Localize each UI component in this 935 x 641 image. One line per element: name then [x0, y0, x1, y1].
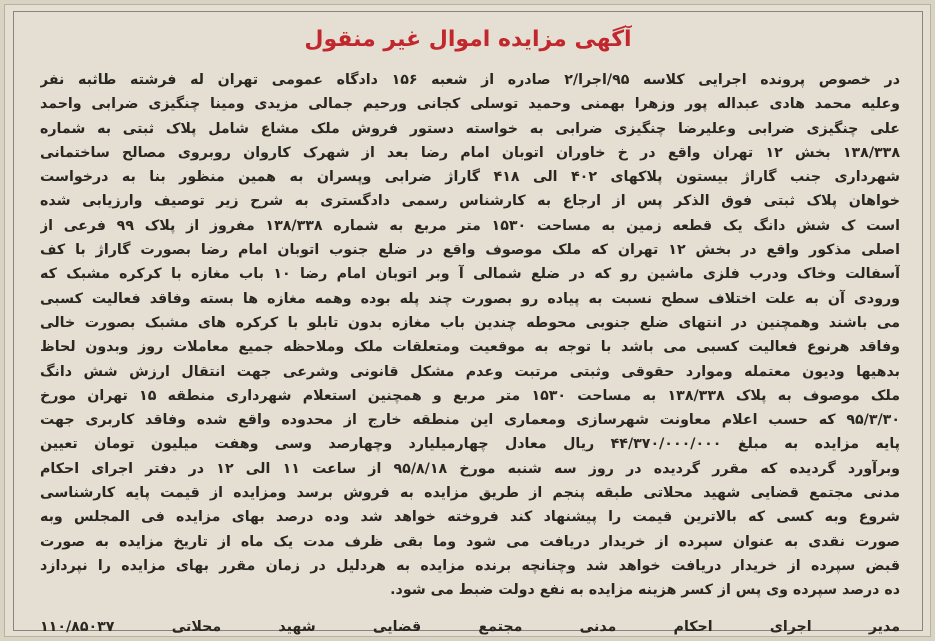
notice-line-4: ۱۳۸/۳۳۸ بخش ۱۲ تهران واقع در خ خاوران اتوبان امام رضا بعد از شهرک کاروان روبروی مصالح ساختمانی [40, 144, 900, 161]
notice-title: آگهی مزایده اموال غیر منقول [304, 27, 632, 52]
notice-line-11: می باشند وهمچنین در انتهای ضلع جنوبی محوطه چندین باب مغازه بدون تابلو با کرکره های مشبک بصورت خالی [40, 314, 900, 331]
notice-line-10: ورودی آن به علت اختلاف سطح نسبت به پیاده رو بصورت چند پله بوده وهمه مغازه ها بسته وفاقد فعالیت کسبی [40, 290, 900, 307]
notice-body [40, 68, 900, 603]
notice-line-7: است ک شش دانگ یک قطعه زمین به مساحت ۱۵۳۰ متر مربع به شماره ۱۳۸/۳۳۸ مفروز از پلاک ۹۹ فرعی از [40, 217, 900, 234]
notice-line-14: ملک موصوف به پلاک ۱۳۸/۳۳۸ به مساحت ۱۵۳۰ متر مربع و همچنین استعلام شهرداری منطقه ۱۵ تهران مورخ [40, 387, 900, 404]
notice-line-22: ده درصد سپرده وی پس از کسر هزینه مزایده به نفع دولت ضبط می شود. [390, 582, 900, 599]
notice-footer [40, 614, 900, 640]
signature-line: مدیر اجرای احکام مدنی مجتمع قضایی شهید محلاتی [171, 619, 900, 635]
notice-line-21: قبض سپرده از خریدار دریافت خواهد شد وچنانچه برنده مزایده به هردلیل در زمان مقرر بهای مزایده را نپردازد [40, 557, 900, 574]
notice-line-6: خواهان پلاک ثبتی فوق الذکر پس از ارجاع به کارشناس رسمی دادگستری به شرح زیر توصیف وارزیابی شده [40, 193, 900, 210]
notice-line-1: در خصوص پرونده اجرایی کلاسه ۹۵/اجرا/۲ صادره از شعبه ۱۵۶ دادگاه عمومی تهران له فرشته طاثبه نفر [40, 72, 900, 88]
notice-line-2: وعلیه محمد هادی عبداله پور وزهرا بهمنی وحمید توسلی کجانی ورحیم جمالی مزیدی ومینا چنگیزی ضرابی واحمد [40, 96, 900, 113]
notice-line-9: آسفالت وخاک ودرب فلزی ماشین رو که در ضلع شمالی آ وبر اتوبان امام رضا ۱۰ باب مغازه با کرکره مشبک که [40, 266, 900, 283]
notice-line-19: شروع وبه کسی که بالاترین قیمت را پیشنهاد کند فروخته خواهد شد وده درصد بهای مزایده فی المجلس وبه [40, 509, 900, 526]
notice-line-3: علی چنگیزی ضرابی وعلیرضا چنگیزی ضرابی به خواسته دستور فروش ملک مشاع شامل پلاک ثبتی به شماره [40, 120, 900, 137]
notice-line-8: اصلی مذکور واقع در بخش ۱۲ تهران که ملک موصوف واقع در ضلع جنوب اتوبان امام رضا بصورت گاراژ با کف [40, 242, 900, 259]
newspaper-clipping [4, 4, 931, 637]
notice-line-17: وبرآورد گردیده که مقرر گردیده در روز سه شنبه مورخ ۹۵/۸/۱۸ از ساعت ۱۱ الی ۱۲ در دفتر اجرای احکام [40, 460, 900, 477]
notice-line-5: شهرداری جنب گاراژ بیستون پلاکهای ۴۰۲ الی ۴۱۸ گاراژ ضرابی وپسران به همین منظور بنا به درخواست [40, 169, 900, 186]
notice-frame [13, 11, 923, 635]
notice-line-20: صورت نقدی به عنوان سپرده از خریدار دریافت می شود وما بقی ظرف مدت یک ماه از تاریخ مزایده به صورت [40, 533, 900, 550]
notice-line-15: ۹۵/۳/۳۰ که حسب اعلام معاونت شهرسازی ومعماری این منطقه خارج از محدوده واقع شده وفاقد کاربری جهت [40, 412, 900, 429]
notice-line-12: وفاقد هرنوع فعالیت کسبی می باشد با توجه به موقعیت ومتعلقات ملک وملاحظه جمیع معاملات روز وبدون لحاظ [40, 339, 900, 356]
reference-number: ۱۱۰/۸۵۰۳۷ [40, 619, 115, 635]
notice-line-13: بدهیها ودیون معتمله وموارد حقوقی وثبتی مرتبت وعدم مشکل قانونی وشرعی جهت انتقال ارزش شش دانگ [40, 363, 900, 380]
notice-line-16: پایه مزایده به مبلغ ۴۴/۳۷۰/۰۰۰/۰۰۰ ریال معادل چهارمیلیارد وچهارصد وسی وهفت میلیون تومان تعیین [40, 436, 900, 453]
notice-line-18: مدنی مجتمع قضایی شهید محلاتی طبقه پنجم از طریق مزایده به فروش برسد ومزایده از قیمت پایه کارشناسی [40, 485, 900, 502]
